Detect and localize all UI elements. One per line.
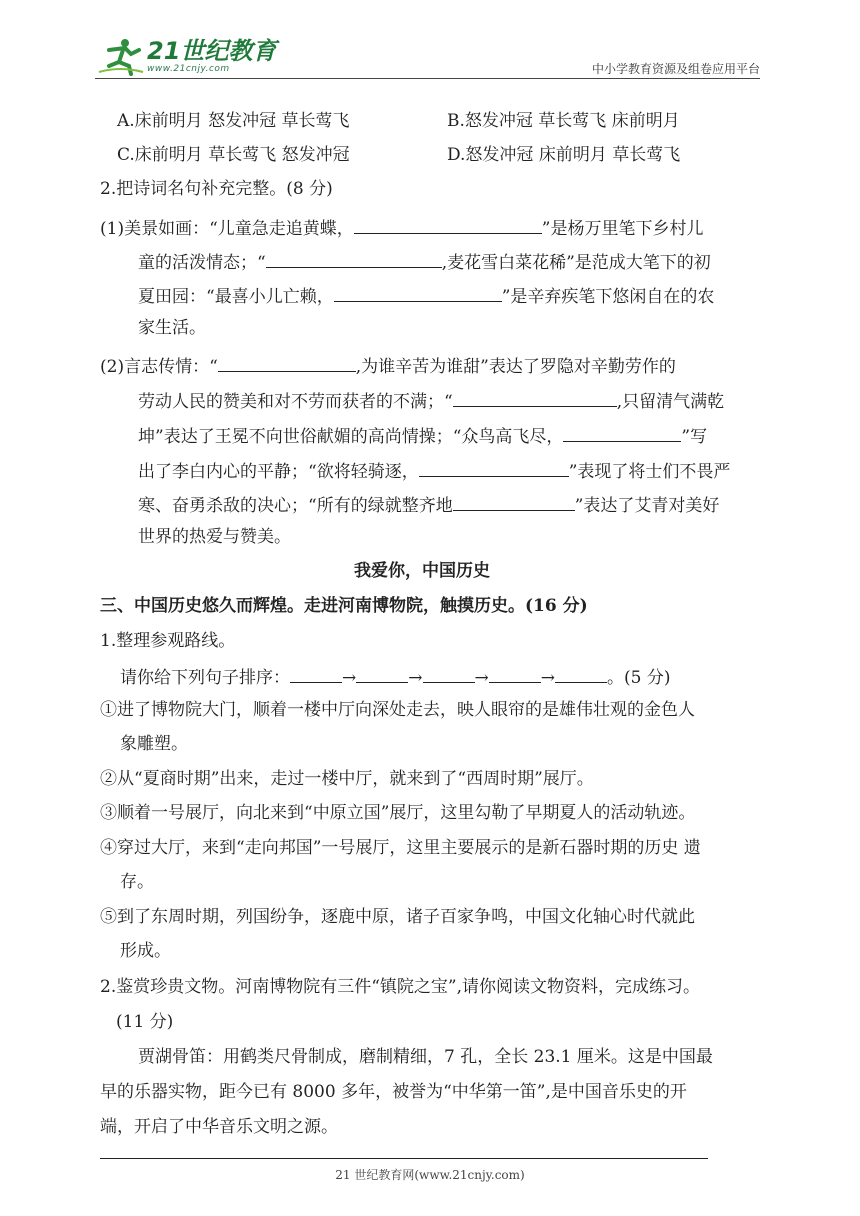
text: ”表达了艾青对美好: [574, 496, 720, 516]
order-blank[interactable]: [489, 664, 541, 683]
text: ”是杨万里笔下乡村儿: [541, 219, 704, 239]
part3-q1-title: 1.整理参观路线。: [100, 631, 236, 651]
q2-p2-line4: [138, 458, 730, 483]
q2-p1-line3: [138, 283, 714, 308]
text: ,麦花雪白菜花稀”是范成大笔下的初: [441, 253, 711, 273]
sentence-3: ③顺着一号展厅，向北来到“中原立国”展厅，这里勾勒了早期夏人的活动轨迹。: [100, 803, 696, 823]
fill-blank[interactable]: [453, 388, 617, 407]
order-blank[interactable]: [423, 664, 475, 683]
order-blank[interactable]: [356, 664, 408, 683]
artifact-para-line1: 贾湖骨笛：用鹤类尺骨制成，磨制精细，7 孔，全长 23.1 厘米。这是中国最: [138, 1047, 713, 1067]
site-logo[interactable]: [95, 36, 276, 76]
text: ,为谁辛苦为谁甜”表达了罗隐对辛勤劳作的: [355, 357, 676, 377]
fill-blank[interactable]: [563, 423, 681, 442]
arrow: →: [408, 668, 423, 688]
footer-text[interactable]: 21 世纪教育网(www.21cnjy.com): [335, 1168, 525, 1182]
order-line: [120, 664, 670, 689]
fill-blank[interactable]: [266, 249, 442, 268]
artifact-para-line3: 端，开启了中华音乐文明之源。: [100, 1117, 338, 1137]
sentence-5-line2: 形成。: [120, 941, 171, 961]
section-heading: 我爱你，中国历史: [354, 561, 490, 581]
text: 劳动人民的赞美和对不劳而获者的不满；“: [138, 392, 453, 412]
part3-q2-line1: 2.鉴赏珍贵文物。河南博物院有三件“镇院之宝”,请你阅读文物资料，完成练习。: [100, 977, 701, 997]
logo-url: www.21cnjy.com: [147, 64, 230, 74]
part-3-title: 三、中国历史悠久而辉煌。走进河南博物院，触摸历史。(16 分): [100, 596, 588, 616]
text: (1)美景如画：“儿童急走追黄蝶，: [100, 219, 354, 239]
q2-p1-line1: [100, 215, 703, 240]
fill-blank[interactable]: [334, 283, 502, 302]
page-header: [95, 30, 760, 78]
q2-p2-line5: [138, 492, 719, 517]
fill-blank[interactable]: [354, 215, 542, 234]
sentence-5-line1: ⑤到了东周时期，列国纷争，逐鹿中原，诸子百家争鸣，中国文化轴心时代就此: [100, 907, 695, 927]
text: 寒、奋勇杀敌的决心；“所有的绿就整齐地: [138, 496, 453, 516]
text: 童的活泼情态；“: [138, 253, 266, 273]
text: ”写: [681, 427, 708, 447]
arrow: →: [474, 668, 489, 688]
text: ”表现了将士们不畏严: [568, 462, 731, 482]
q2-p2-line3: [138, 423, 707, 448]
fill-blank[interactable]: [218, 353, 356, 372]
order-blank[interactable]: [555, 664, 607, 683]
sentence-1-line2: 象雕塑。: [120, 734, 188, 754]
text: ”是辛弃疾笔下悠闲自在的农: [501, 287, 715, 307]
text: ,只留清气满乾: [616, 392, 725, 412]
sentence-4-line2: 存。: [120, 872, 154, 892]
q2-p2-line2: [138, 388, 724, 413]
part3-q2-line2: (11 分): [116, 1012, 174, 1032]
order-blank[interactable]: [290, 664, 342, 683]
sentence-4-line1: ④穿过大厅，来到“走向邦国”一号展厅，这里主要展示的是新石器时期的历史 遗: [100, 838, 701, 858]
text: (2)言志传情：“: [100, 357, 218, 377]
q2-p1-line4: 家生活。: [138, 318, 206, 338]
q2-p2-line1: [100, 353, 676, 378]
sentence-2: ②从“夏商时期”出来，走过一楼中厅，就来到了“西周时期”展厅。: [100, 769, 594, 789]
sentence-1-line1: ①进了博物院大门，顺着一楼中厅向深处走去，映人眼帘的是雄伟壮观的金色人: [100, 700, 695, 720]
footer-divider: [100, 1158, 708, 1159]
question-2-title: 2.把诗词名句补充完整。(8 分): [100, 179, 333, 199]
text: 请你给下列句子排序：: [120, 668, 290, 688]
fill-blank[interactable]: [453, 492, 575, 511]
option-d: D.怒发冲冠 床前明月 草长莺飞: [447, 145, 681, 165]
text: 出了李白内心的平静；“欲将轻骑逐，: [138, 462, 419, 482]
option-b: B.怒发冲冠 草长莺飞 床前明月: [447, 111, 680, 131]
option-c: C.床前明月 草长莺飞 怒发冲冠: [117, 145, 350, 165]
logo-title: 21世纪教育: [147, 37, 277, 65]
artifact-para-line2: 早的乐器实物，距今已有 8000 多年，被誉为“中华第一笛”,是中国音乐史的开: [100, 1082, 687, 1102]
option-a: A.床前明月 怒发冲冠 草长莺飞: [117, 111, 350, 131]
runner-logo-icon: [95, 36, 145, 76]
platform-tagline: 中小学教育资源及组卷应用平台: [591, 62, 760, 76]
header-divider: [95, 78, 760, 79]
text: 。(5 分): [607, 668, 671, 688]
arrow: →: [540, 668, 555, 688]
q2-p1-line2: [138, 249, 711, 274]
q2-p2-line6: 世界的热爱与赞美。: [138, 527, 291, 547]
text: 坤”表达了王冕不向世俗献媚的高尚情操；“众鸟高飞尽，: [138, 427, 564, 447]
text: 夏田园：“最喜小儿亡赖，: [138, 287, 334, 307]
arrow: →: [342, 668, 357, 688]
fill-blank[interactable]: [419, 458, 569, 477]
